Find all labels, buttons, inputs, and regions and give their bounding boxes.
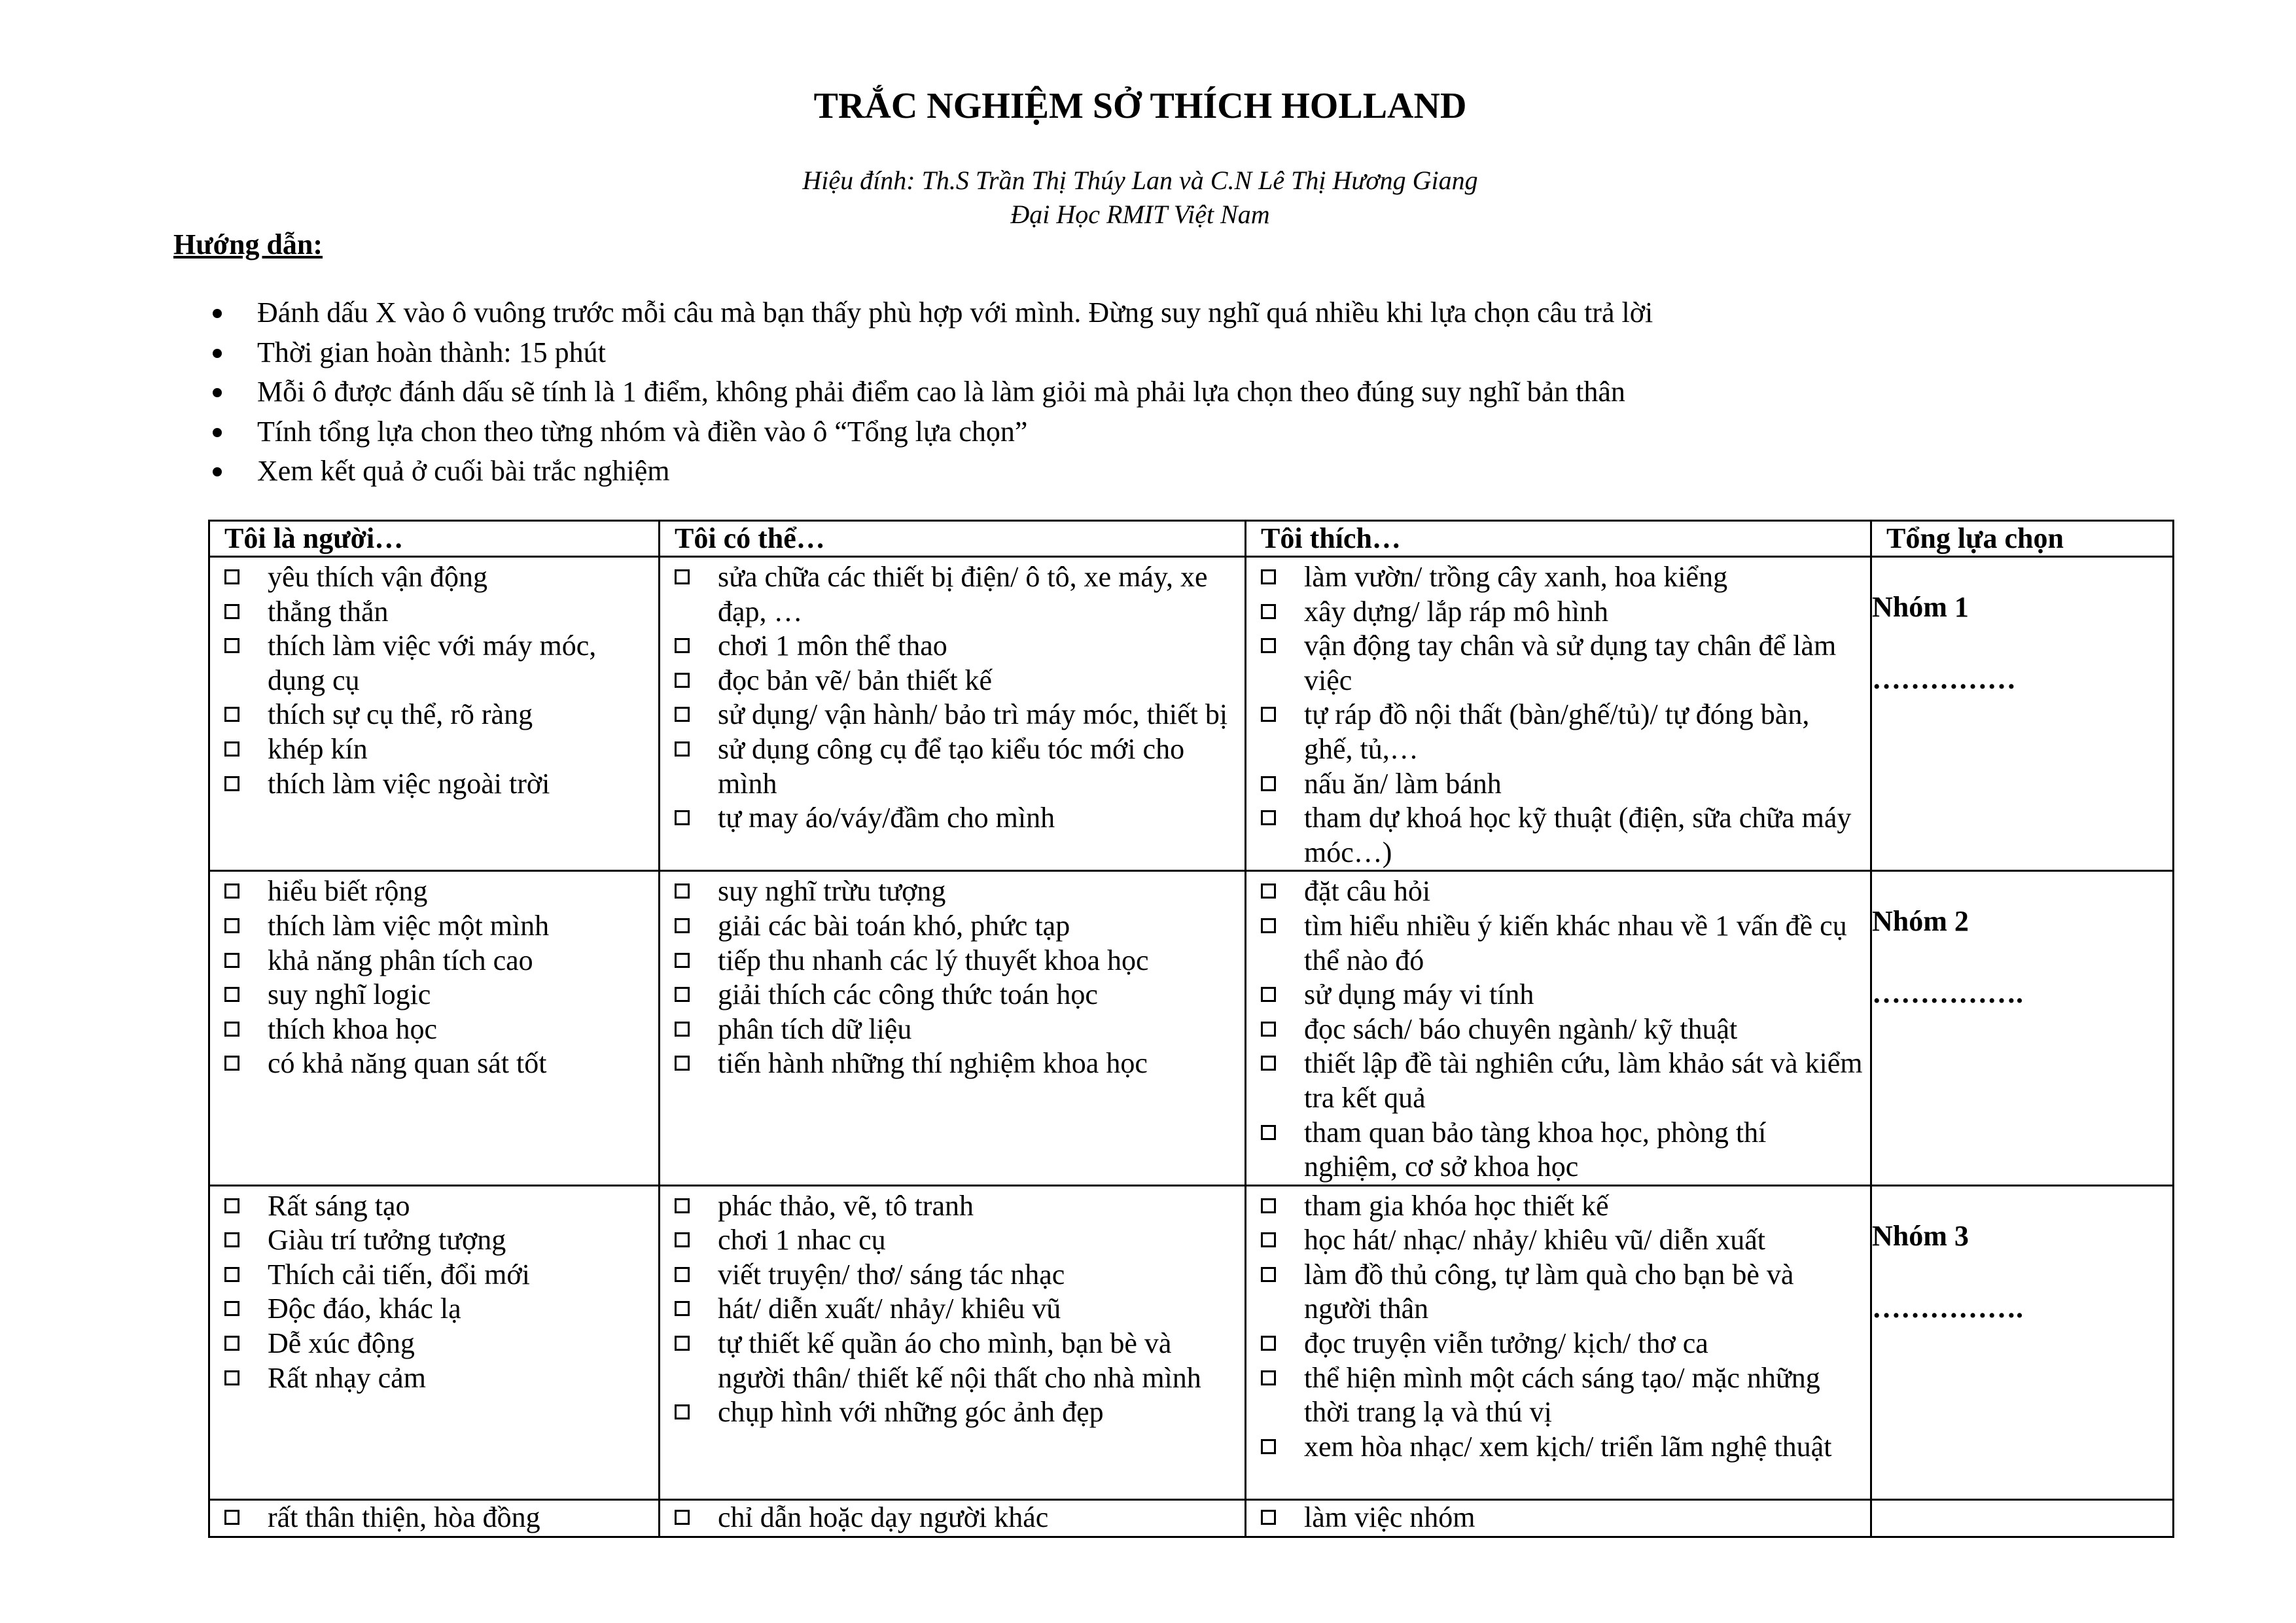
table-row [209,1185,2174,1499]
checkbox-item[interactable] [1246,1116,1870,1185]
checkbox-label: xem hòa nhạc/ xem kịch/ triển lãm nghệ thuật [1304,1430,1832,1463]
checkbox-item[interactable] [660,1292,1245,1327]
checkbox-list [210,1186,658,1396]
checkbox-label: tự thiết kế quần áo cho mình, bạn bè và người thân/ thiết kế nội thất cho nhà mình [718,1327,1201,1394]
checkbox-icon[interactable] [224,987,239,1002]
checkbox-item[interactable] [660,629,1245,664]
checkbox-label: yêu thích vận động [268,561,488,593]
table-header-row [209,521,2174,557]
bullet-icon [213,309,222,318]
checkbox-label: hiểu biết rộng [268,875,428,908]
checkbox-icon[interactable] [1261,1370,1276,1385]
checkbox-icon[interactable] [224,918,239,933]
checkbox-label: hát/ diễn xuất/ nhảy/ khiêu vũ [718,1293,1061,1325]
checkbox-item[interactable] [660,909,1245,944]
table-cell-col2 [660,1499,1246,1537]
checkbox-icon[interactable] [224,1336,239,1351]
checkbox-label: tiếp thu nhanh các lý thuyết khoa học [718,944,1149,976]
checkbox-label: rất thân thiện, hòa đồng [268,1501,540,1533]
checkbox-icon[interactable] [675,638,690,653]
checkbox-item[interactable] [210,1327,658,1361]
checkbox-item[interactable] [660,560,1245,629]
checkbox-icon[interactable] [675,673,690,688]
checkbox-item[interactable] [210,1046,658,1081]
checkbox-label: Giàu trí tưởng tượng [268,1224,506,1257]
checkbox-icon[interactable] [1261,569,1276,584]
checkbox-list [660,1501,1245,1535]
header-toi-la-nguoi: Tôi là người… [209,521,660,557]
checkbox-label: xây dựng/ lắp ráp mô hình [1304,595,1608,628]
checkbox-label: Rất sáng tạo [268,1189,410,1222]
checkbox-icon[interactable] [675,1267,690,1282]
checkbox-label: Dễ xúc động [268,1327,415,1360]
checkbox-label: thích làm việc một mình [268,909,550,942]
checkbox-label: làm vườn/ trồng cây xanh, hoa kiểng [1304,561,1728,593]
checkbox-label: làm việc nhóm [1304,1501,1475,1533]
instruction-item: Thời gian hoàn thành: 15 phút [173,333,1653,373]
checkbox-label: phác thảo, vẽ, tô tranh [718,1189,974,1222]
checkbox-label: đọc sách/ báo chuyên ngành/ kỹ thuật [1304,1012,1738,1045]
checkbox-icon[interactable] [675,1056,690,1071]
checkbox-icon[interactable] [1261,987,1276,1002]
checkbox-label: tham gia khóa học thiết kế [1304,1189,1609,1222]
bullet-icon [213,349,222,358]
checkbox-item[interactable] [1246,1258,1870,1327]
checkbox-item[interactable] [1246,909,1870,978]
group-label: Nhóm 2 [1872,905,1969,938]
checkbox-item[interactable] [1246,767,1870,802]
document-title: TRẮC NGHIỆM SỞ THÍCH HOLLAND [813,86,1467,126]
checkbox-label: chơi 1 nhac cụ [718,1224,886,1257]
checkbox-label: suy nghĩ trừu tượng [718,875,946,908]
checkbox-label: nấu ăn/ làm bánh [1304,767,1502,800]
checkbox-item[interactable] [1246,1430,1870,1465]
checkbox-label: sửa chữa các thiết bị điện/ ô tô, xe máy, xe đạp, … [718,561,1208,628]
checkbox-label: thẳng thắn [268,595,389,628]
group-total-blank[interactable]: ……………. [1872,977,2023,1010]
table-cell-col3 [1246,557,1871,871]
checkbox-item[interactable] [660,1258,1245,1293]
checkbox-label: làm đồ thủ công, tự làm quà cho bạn bè và người thân [1304,1258,1794,1325]
checkbox-icon[interactable] [675,1510,690,1525]
group-total-blank[interactable]: …………… [1872,663,2016,695]
instruction-item: Xem kết quả ở cuối bài trắc nghiệm [173,452,1653,491]
group-total-cell[interactable] [1871,557,2174,871]
checkbox-icon[interactable] [1261,1267,1276,1282]
table-cell-col1 [209,557,660,871]
table-cell-col1 [209,1185,660,1499]
checkbox-icon[interactable] [675,1301,690,1316]
checkbox-label: tự ráp đồ nội thất (bàn/ghế/tủ)/ tự đóng bàn, ghế, tủ,… [1304,698,1810,765]
checkbox-icon[interactable] [675,883,690,899]
checkbox-item[interactable] [1246,629,1870,698]
checkbox-icon[interactable] [675,569,690,584]
table-row [209,1499,2174,1537]
checkbox-label: vận động tay chân và sử dụng tay chân để làm việc [1304,630,1837,696]
checkbox-icon[interactable] [1261,707,1276,722]
table-cell-col2 [660,871,1246,1185]
table-row [209,871,2174,1185]
checkbox-item[interactable] [660,732,1245,801]
checkbox-label: khả năng phân tích cao [268,944,533,976]
checkbox-label: thích làm việc ngoài trời [268,767,550,800]
checkbox-icon[interactable] [224,707,239,722]
header-toi-thich: Tôi thích… [1246,521,1871,557]
checkbox-icon[interactable] [224,1510,239,1525]
checkbox-item[interactable] [210,1223,658,1258]
bullet-icon [213,428,222,437]
checkbox-item[interactable] [210,944,658,978]
checkbox-icon[interactable] [1261,604,1276,619]
checkbox-icon[interactable] [675,1404,690,1419]
checkbox-icon[interactable] [224,1301,239,1316]
checkbox-icon[interactable] [224,1370,239,1385]
checkbox-item[interactable] [1246,1046,1870,1115]
checkbox-label: phân tích dữ liệu [718,1012,912,1045]
checkbox-icon[interactable] [675,741,690,757]
checkbox-label: Thích cải tiến, đổi mới [268,1258,530,1291]
checkbox-item[interactable] [660,664,1245,698]
checkbox-list [660,558,1245,836]
checkbox-icon[interactable] [1261,1056,1276,1071]
group-label: Nhóm 1 [1872,591,1969,623]
table-cell-col3 [1246,1185,1871,1499]
checkbox-item[interactable] [210,1189,658,1224]
bullet-icon [213,467,222,476]
checkbox-icon[interactable] [1261,810,1276,825]
group-total-cell[interactable] [1871,1185,2174,1499]
checkbox-icon[interactable] [675,810,690,825]
checkbox-icon[interactable] [224,569,239,584]
checkbox-item[interactable] [210,1258,658,1293]
editor-credits [0,164,2280,232]
checkbox-label: chụp hình với những góc ảnh đẹp [718,1396,1104,1429]
guide-heading: Hướng dẫn: [173,228,323,260]
checkbox-item[interactable] [1246,1361,1870,1430]
checkbox-icon[interactable] [1261,1336,1276,1351]
table-cell-col1 [209,1499,660,1537]
checkbox-icon[interactable] [675,918,690,933]
instruction-item: Mỗi ô được đánh dấu sẽ tính là 1 điểm, không phải điểm cao là làm giỏi mà phải lựa chọn theo đúng suy nghĩ bản thân [173,372,1653,412]
checkbox-icon[interactable] [675,1198,690,1213]
checkbox-icon[interactable] [1261,1510,1276,1525]
table-cell-col1 [209,871,660,1185]
checkbox-item[interactable] [210,1012,658,1047]
checkbox-list [1246,872,1870,1184]
checkbox-icon[interactable] [224,1022,239,1037]
checkbox-item[interactable] [1246,1012,1870,1047]
checkbox-label: học hát/ nhạc/ nhảy/ khiêu vũ/ diễn xuất [1304,1224,1766,1257]
checkbox-list [1246,1501,1870,1535]
checkbox-icon[interactable] [1261,1439,1276,1454]
checkbox-list [1246,558,1870,870]
checkbox-icon[interactable] [224,741,239,757]
checkbox-icon[interactable] [1261,1022,1276,1037]
table-cell-col3 [1246,871,1871,1185]
checkbox-label: đọc bản vẽ/ bản thiết kế [718,664,993,696]
checkbox-item[interactable] [660,1223,1245,1258]
checkbox-icon[interactable] [224,953,239,968]
checkbox-icon[interactable] [675,953,690,968]
checkbox-item[interactable] [1246,1327,1870,1361]
checkbox-label: thiết lập đề tài nghiên cứu, làm khảo sát và kiểm tra kết quả [1304,1047,1863,1114]
checkbox-item[interactable] [660,1012,1245,1047]
checkbox-label: thích làm việc với máy móc, dụng cụ [268,630,597,696]
table-cell-col2 [660,1185,1246,1499]
checkbox-item[interactable] [1246,801,1870,870]
checkbox-label: thích khoa học [268,1012,438,1045]
checkbox-icon[interactable] [675,1336,690,1351]
checkbox-item[interactable] [210,1361,658,1396]
checkbox-icon[interactable] [224,1198,239,1213]
checkbox-item[interactable] [660,1046,1245,1081]
checkbox-icon[interactable] [224,638,239,653]
checkbox-label: tìm hiểu nhiều ý kiến khác nhau về 1 vấn đề cụ thể nào đó [1304,909,1847,976]
checkbox-label: thích sự cụ thể, rõ ràng [268,698,533,731]
checkbox-item[interactable] [660,944,1245,978]
checkbox-item[interactable] [660,874,1245,909]
editor-institution: Đại Học RMIT Việt Nam [1010,200,1270,229]
table-cell-col2 [660,557,1246,871]
checkbox-icon[interactable] [675,707,690,722]
checkbox-label: tự may áo/váy/đầm cho mình [718,802,1055,834]
checkbox-item[interactable] [210,767,658,802]
checkbox-item[interactable] [210,595,658,630]
checkbox-list [210,1501,658,1535]
checkbox-label: giải thích các công thức toán học [718,978,1098,1011]
checkbox-label: khép kín [268,732,368,765]
checkbox-item[interactable] [1246,1501,1870,1535]
checkbox-icon[interactable] [1261,1232,1276,1247]
checkbox-label: đặt câu hỏi [1304,875,1431,908]
checkbox-icon[interactable] [1261,1125,1276,1140]
group-total-cell[interactable] [1871,1499,2174,1537]
checkbox-item[interactable] [1246,595,1870,630]
checkbox-icon[interactable] [1261,638,1276,653]
checkbox-label: tham quan bảo tàng khoa học, phòng thí nghiệm, cơ sở khoa học [1304,1116,1767,1183]
checkbox-item[interactable] [210,560,658,595]
table-row [209,557,2174,871]
checkbox-label: đọc truyện viễn tưởng/ kịch/ thơ ca [1304,1327,1708,1360]
checkbox-icon[interactable] [1261,883,1276,899]
checkbox-item[interactable] [660,1189,1245,1224]
checkbox-label: Độc đáo, khác lạ [268,1293,461,1325]
checkbox-icon[interactable] [224,883,239,899]
checkbox-icon[interactable] [224,604,239,619]
checkbox-list [660,1186,1245,1430]
holland-table [208,520,2174,1538]
checkbox-list [210,558,658,801]
checkbox-item[interactable] [210,1501,658,1535]
checkbox-item[interactable] [210,629,658,698]
header-toi-co-the: Tôi có thể… [660,521,1246,557]
checkbox-list [1246,1186,1870,1465]
instruction-item: Tính tổng lựa chon theo từng nhóm và điền vào ô “Tổng lựa chọn” [173,412,1653,452]
checkbox-list [210,872,658,1081]
checkbox-item[interactable] [210,978,658,1012]
checkbox-icon[interactable] [675,1232,690,1247]
checkbox-icon[interactable] [675,987,690,1002]
checkbox-item[interactable] [1246,560,1870,595]
header-tong-lua-chon: Tổng lựa chọn [1871,521,2174,557]
checkbox-icon[interactable] [1261,1198,1276,1213]
editor-names: Hiệu đính: Th.S Trần Thị Thúy Lan và C.N Lê Thị Hương Giang [802,166,1478,195]
instruction-item: Đánh dấu X vào ô vuông trước mỗi câu mà bạn thấy phù hợp với mình. Đừng suy nghĩ quá nhiều khi lựa chọn câu trả lời [173,293,1653,333]
checkbox-list [660,872,1245,1081]
checkbox-item[interactable] [210,874,658,909]
checkbox-item[interactable] [660,1501,1245,1535]
checkbox-label: chơi 1 môn thể thao [718,630,947,662]
checkbox-icon[interactable] [224,1232,239,1247]
checkbox-item[interactable] [210,698,658,732]
checkbox-label: viết truyện/ thơ/ sáng tác nhạc [718,1258,1065,1291]
group-total-cell[interactable] [1871,871,2174,1185]
checkbox-label: sử dụng máy vi tính [1304,978,1534,1011]
checkbox-icon[interactable] [1261,918,1276,933]
checkbox-label: thể hiện mình một cách sáng tạo/ mặc những thời trang lạ và thú vị [1304,1361,1820,1429]
checkbox-label: có khả năng quan sát tốt [268,1047,547,1080]
checkbox-label: chỉ dẫn hoặc dạy người khác [718,1501,1049,1533]
checkbox-item[interactable] [1246,1223,1870,1258]
checkbox-item[interactable] [210,1292,658,1327]
checkbox-label: tham dự khoá học kỹ thuật (điện, sữa chữa máy móc…) [1304,802,1852,868]
checkbox-label: tiến hành những thí nghiệm khoa học [718,1047,1148,1080]
checkbox-item[interactable] [1246,698,1870,766]
checkbox-icon[interactable] [1261,776,1276,791]
checkbox-item[interactable] [1246,978,1870,1012]
table-cell-col3 [1246,1499,1871,1537]
checkbox-icon[interactable] [224,776,239,791]
checkbox-item[interactable] [660,978,1245,1012]
checkbox-item[interactable] [210,732,658,767]
instruction-list [173,293,1653,491]
checkbox-icon[interactable] [224,1267,239,1282]
checkbox-label: giải các bài toán khó, phức tạp [718,909,1070,942]
checkbox-icon[interactable] [224,1056,239,1071]
checkbox-item[interactable] [1246,1189,1870,1224]
checkbox-item[interactable] [660,1327,1245,1395]
checkbox-label: suy nghĩ logic [268,978,431,1011]
checkbox-label: Rất nhạy cảm [268,1361,426,1394]
checkbox-label: sử dụng/ vận hành/ bảo trì máy móc, thiết bị [718,698,1228,731]
checkbox-item[interactable] [660,698,1245,732]
checkbox-icon[interactable] [675,1022,690,1037]
checkbox-item[interactable] [1246,874,1870,909]
checkbox-item[interactable] [660,1395,1245,1430]
group-total-blank[interactable]: ……………. [1872,1291,2023,1324]
checkbox-label: sử dụng công cụ để tạo kiểu tóc mới cho mình [718,732,1185,800]
checkbox-item[interactable] [660,801,1245,836]
group-label: Nhóm 3 [1872,1219,1969,1252]
checkbox-item[interactable] [210,909,658,944]
bullet-icon [213,388,222,397]
